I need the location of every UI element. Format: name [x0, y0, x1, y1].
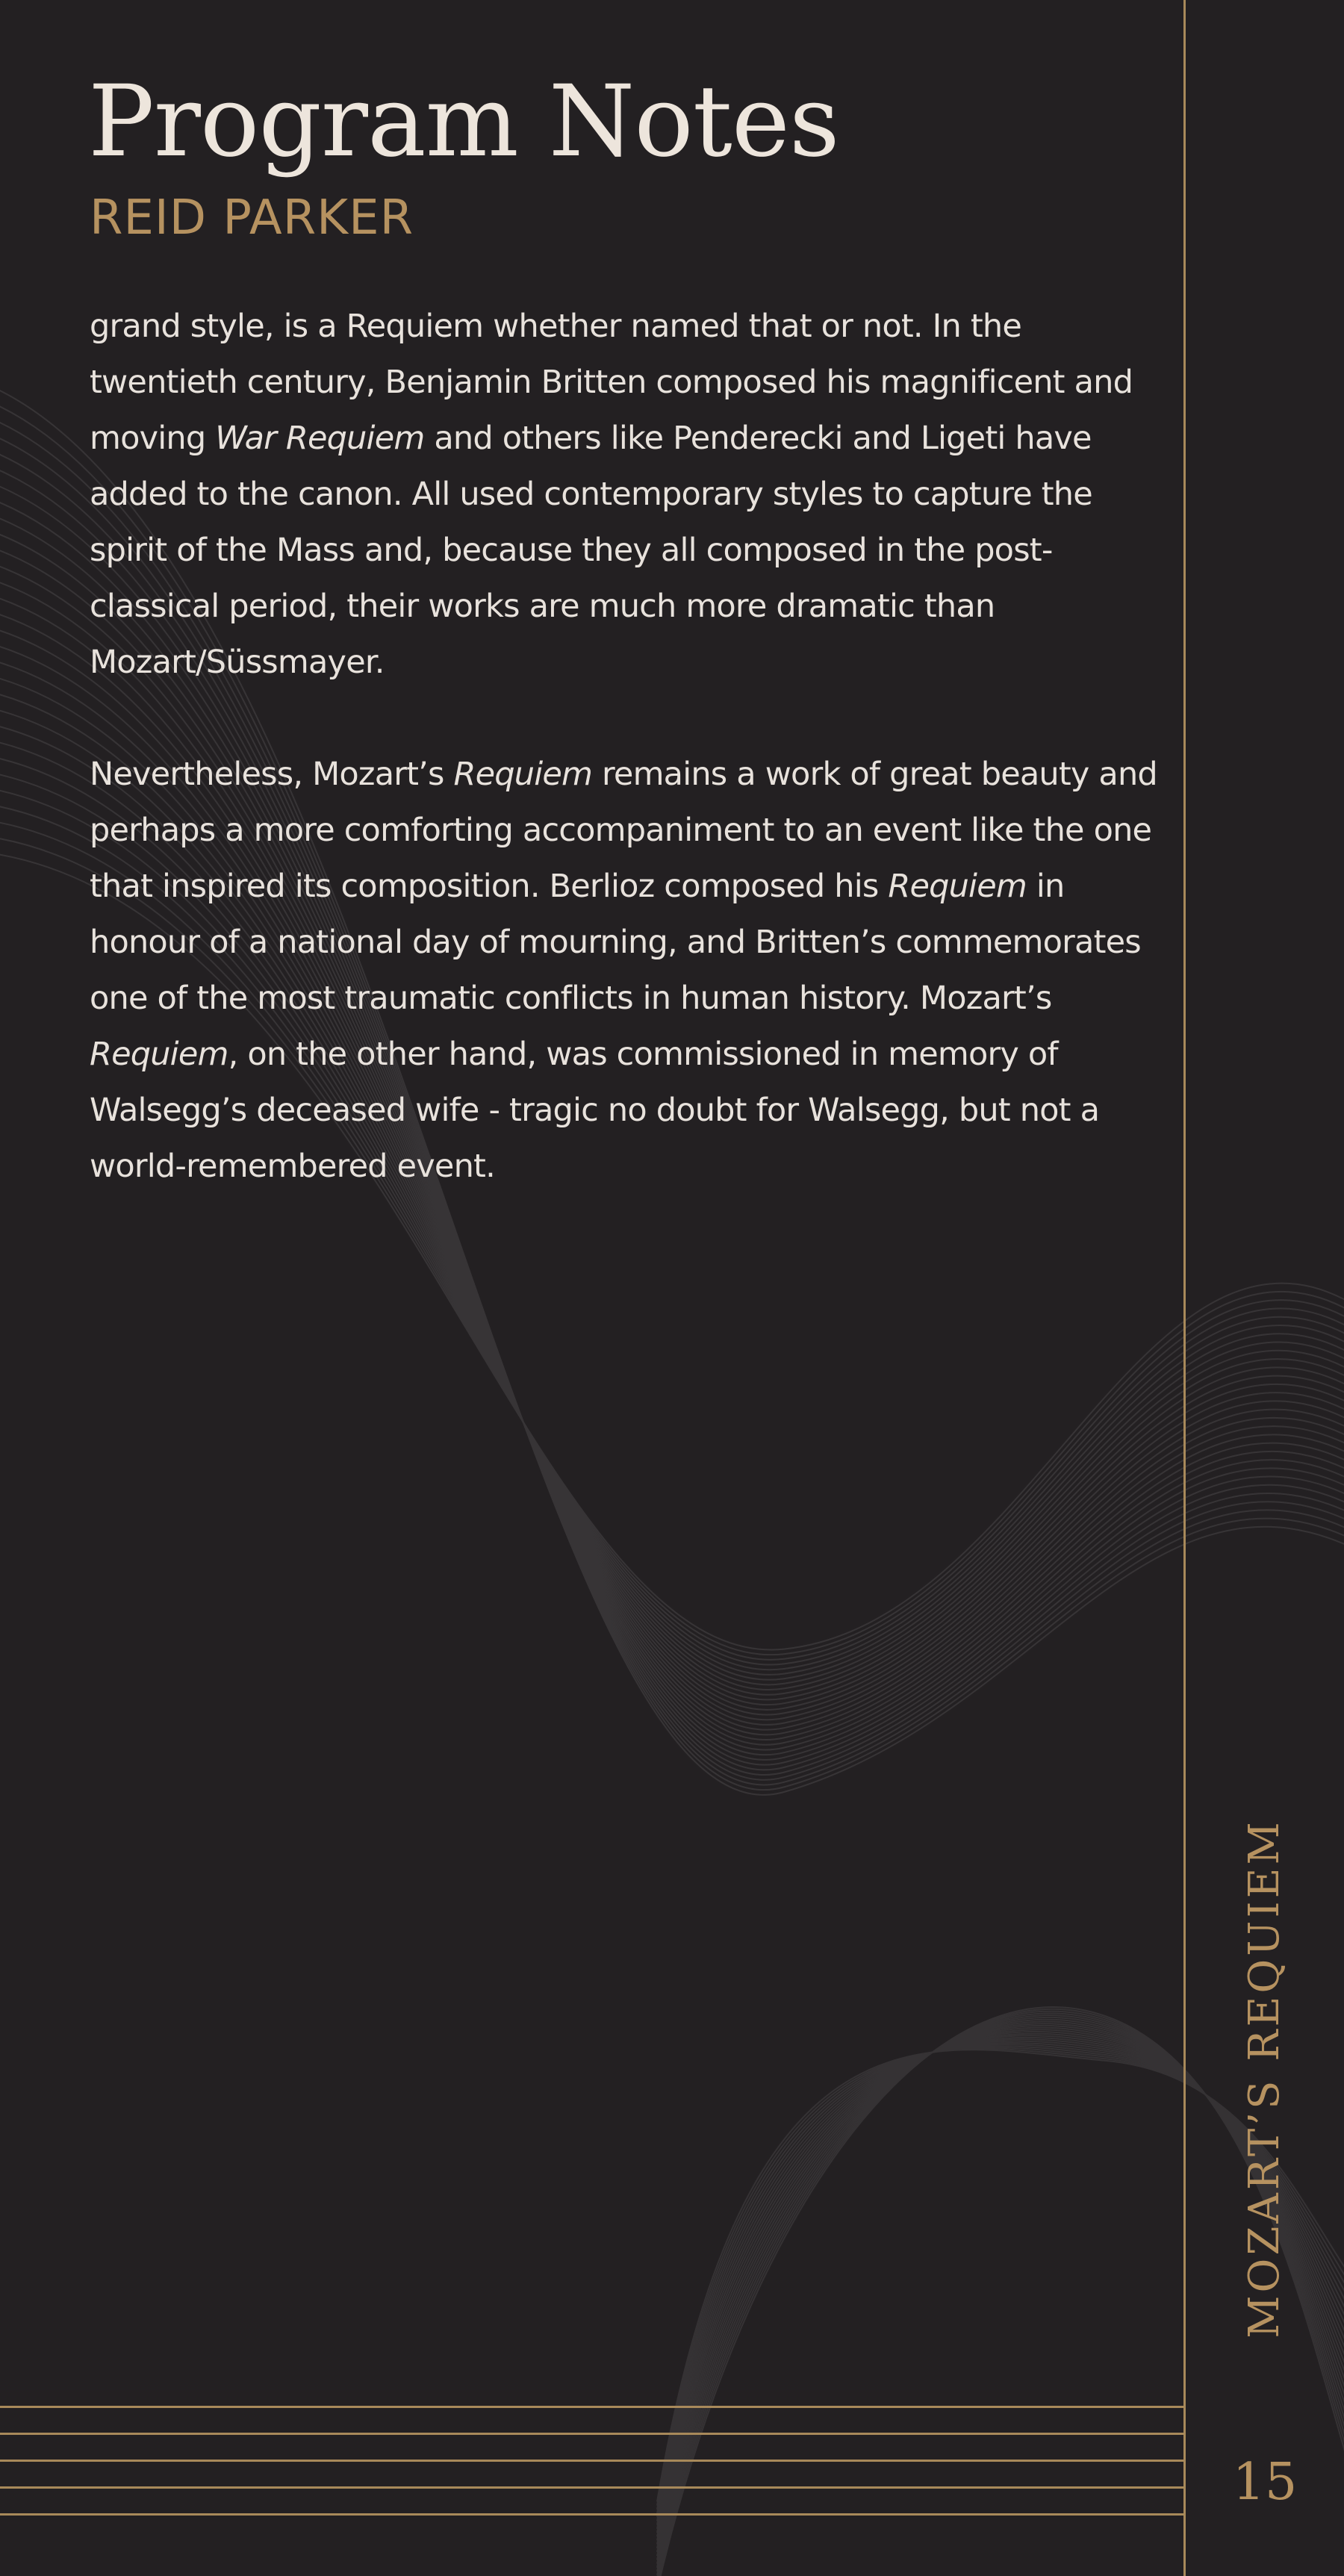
italic-title: Requiem — [888, 868, 1027, 905]
italic-title: War Requiem — [215, 420, 425, 457]
vertical-divider — [1183, 0, 1186, 2576]
footer-rule-2 — [0, 2433, 1186, 2435]
page-number: 15 — [1232, 2453, 1298, 2512]
body-text — [90, 299, 1165, 1195]
footer-rule-1 — [0, 2406, 1186, 2408]
italic-title: Requiem — [453, 756, 593, 793]
author-name: REID PARKER — [90, 190, 414, 246]
footer-rule-4 — [0, 2486, 1186, 2489]
footer-rule-3 — [0, 2460, 1186, 2462]
italic-title: Requiem — [90, 1036, 228, 1073]
paragraph-1: grand style, is a Requiem whether named that or not. In the twentieth century, Benjamin Britten composed his magnificent and moving War Requiem and others like Penderecki and Ligeti have added to the canon. All used contemporary styles to capture the spirit of the Mass and, because they all composed in the post-classical period, their works are much more dramatic than Mozart/Süssmayer. — [90, 308, 1133, 681]
sidebar-title: MOZART’S REQUIEM — [1240, 1819, 1289, 2339]
footer-rule-5 — [0, 2513, 1186, 2516]
paragraph-2: Nevertheless, Mozart’s Requiem remains a work of great beauty and perhaps a more comforting accompaniment to an event like the one that inspired its composition. Berlioz composed his Requiem in honour of a national day of mourning, and Britten’s commemorates one of the most traumatic conflicts in human history. Mozart’s Requiem, on the other hand, was commissioned in memory of Walsegg’s deceased wife - tragic no doubt for Walsegg, but not a world-remembered event. — [90, 756, 1157, 1185]
page-title: Program Notes — [88, 64, 839, 179]
